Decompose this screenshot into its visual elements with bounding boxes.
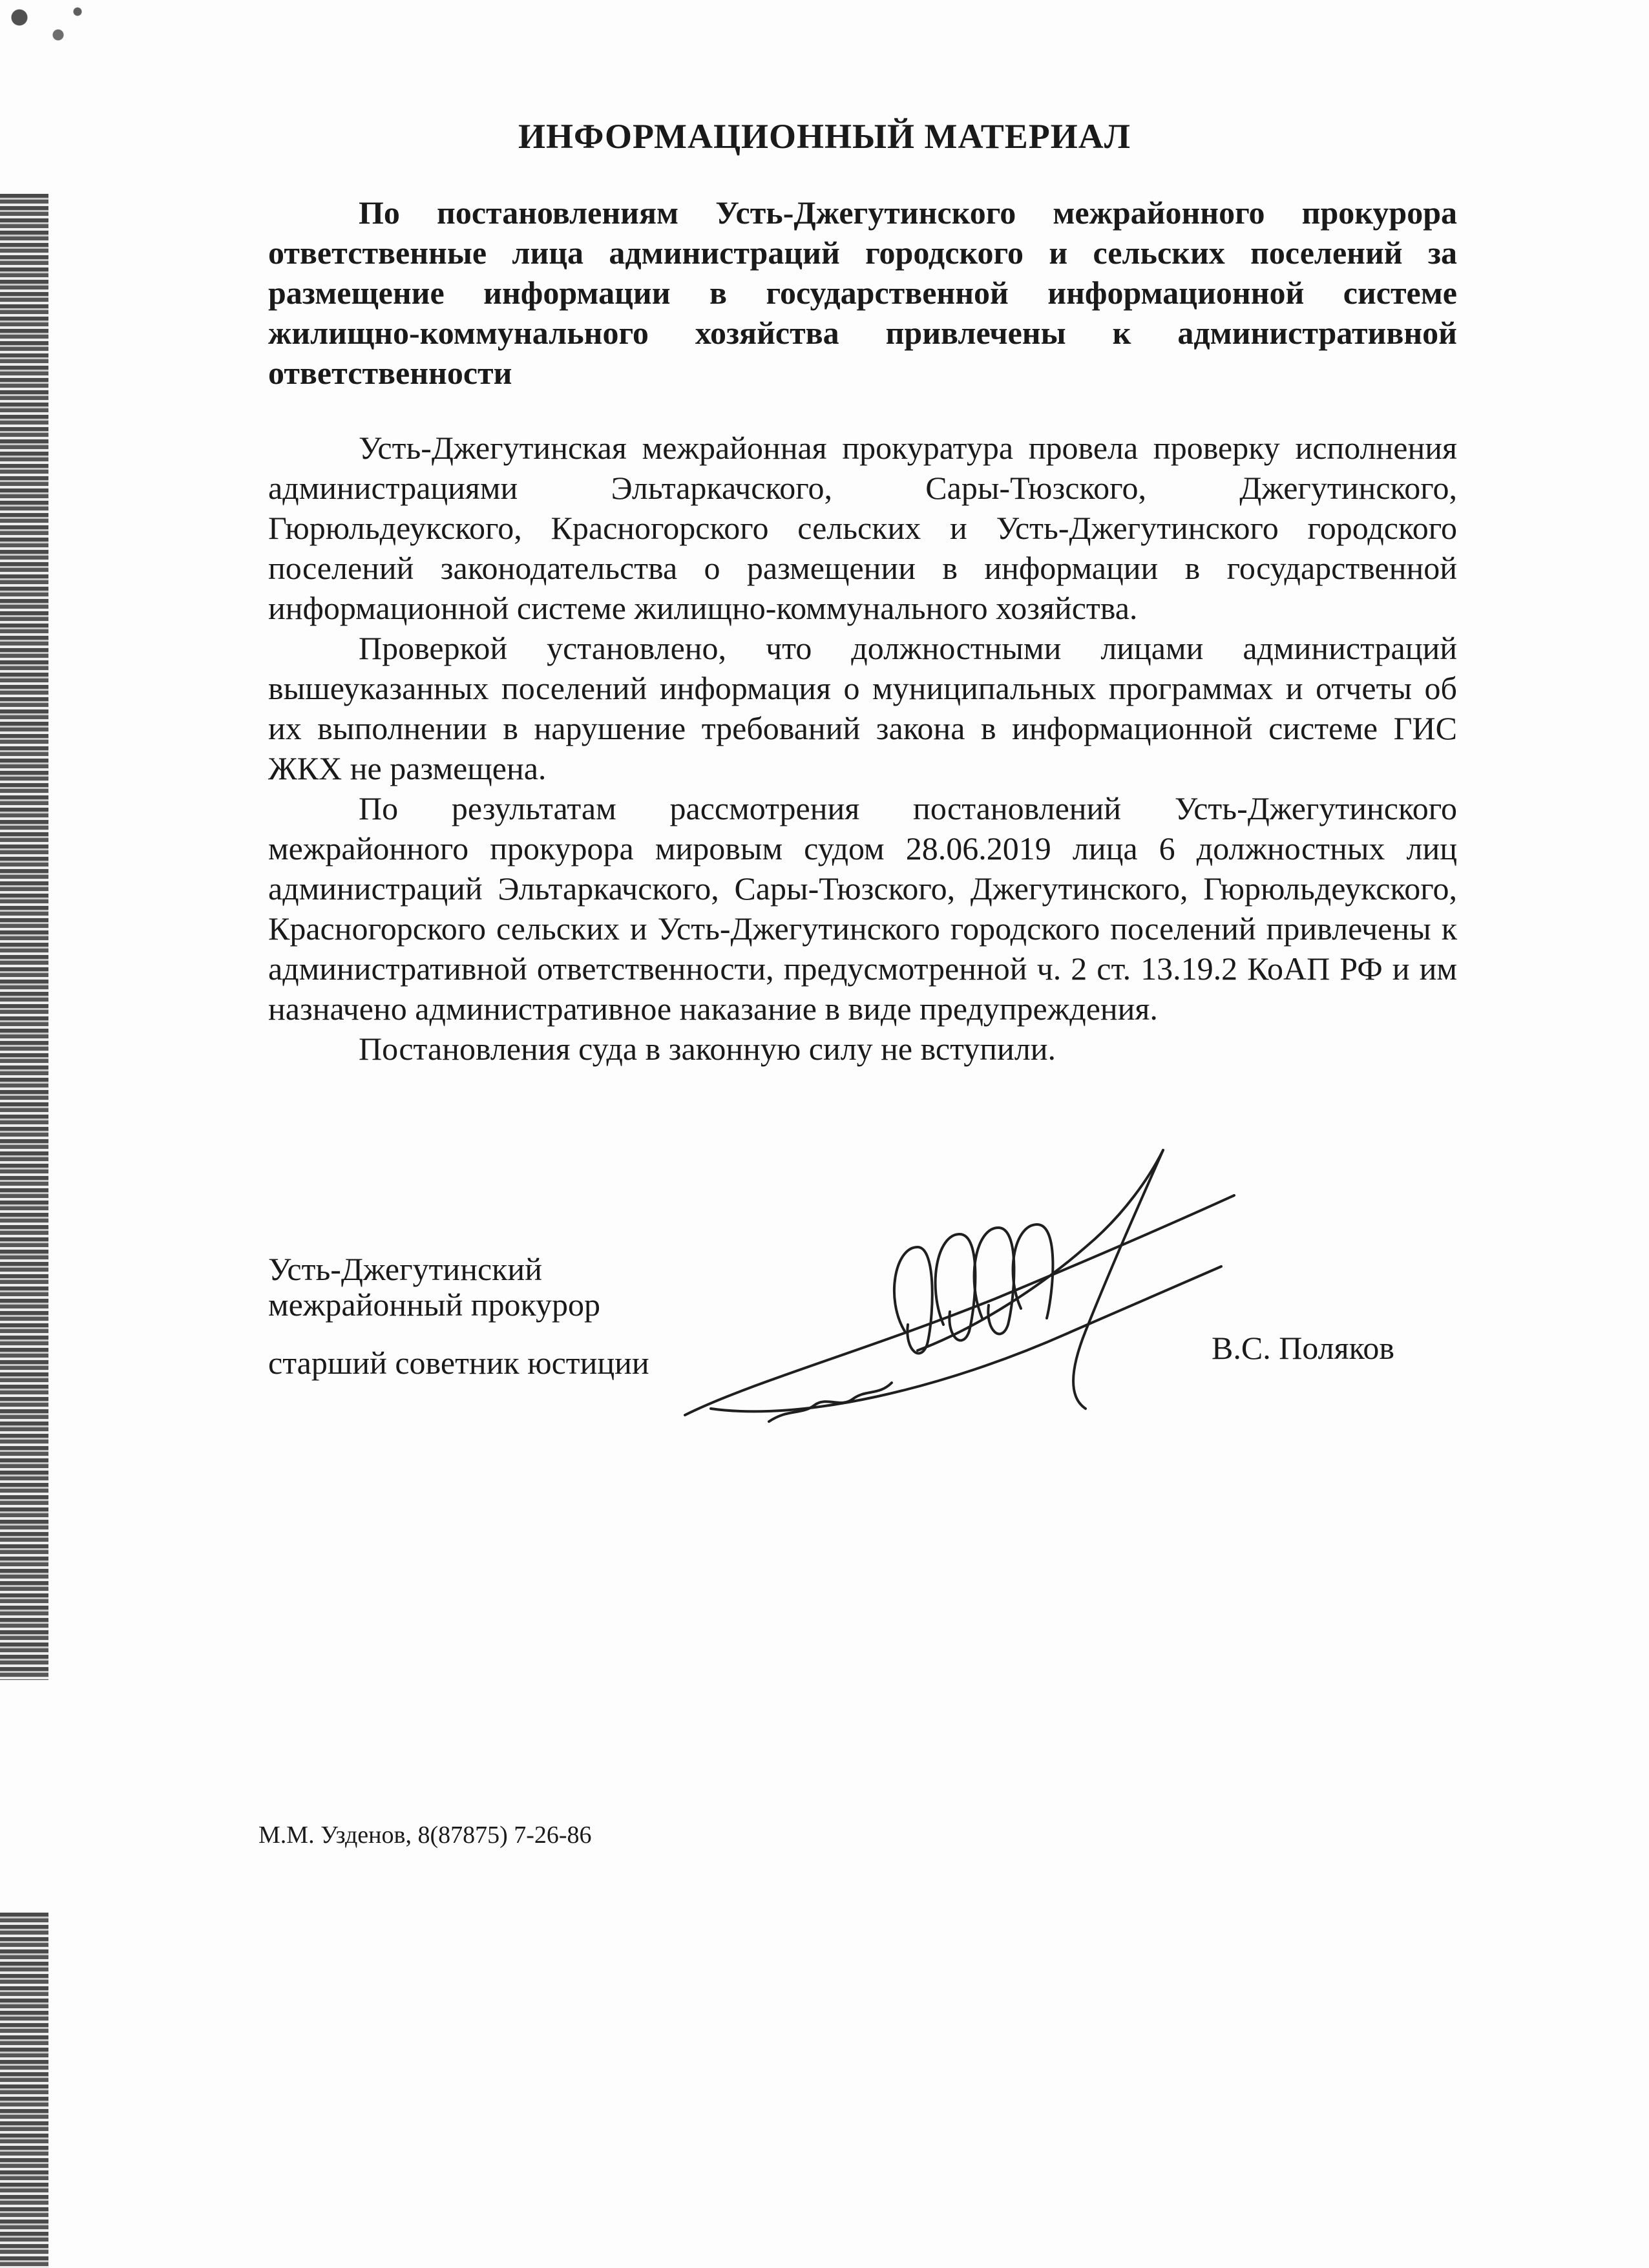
document-title: ИНФОРМАЦИОННЫЙ МАТЕРИАЛ: [518, 117, 1131, 156]
signatory-name: В.С. Поляков: [1212, 1330, 1394, 1366]
handwritten-signature-icon: [672, 1137, 1266, 1447]
body-paragraph: Усть-Джегутинская межрайонная прокуратура провела проверку исполнения администрациями Эльтаркачского, Сары-Тюзского, Джегутинского, Гюрюльдеукского, Красногорского сельских и Усть-Джегутинского городского поселений законодательства о размещении в информации в государственной информационной системе жилищно-коммунального хозяйства.: [268, 430, 1457, 626]
body-paragraph: По результатам рассмотрения постановлений Усть-Джегутинского межрайонного прокурора мировым судом 28.06.2019 лица 6 должностных лиц администраций Эльтаркачского, Сары-Тюзского, Джегутинского, Гюрюльдеукского, Красногорского сельских и Усть-Джегутинского городского поселений привлечены к административной ответственности, предусмотренной ч. 2 ст. 13.19.2 КоАП РФ и им назначено административное наказание в виде предупреждения.: [268, 790, 1457, 1027]
scan-artifact-left-edge: [0, 194, 48, 1680]
executor-contact: М.М. Узденов, 8(87875) 7-26-86: [258, 1822, 592, 1849]
scan-artifact-top: [0, 0, 97, 58]
document-body: [268, 428, 1457, 1069]
document-heading: По постановлениям Усть-Джегутинского межрайонного прокурора ответственные лица администраций городского и сельских поселений за размещение информации в государственной информационной системе жилищно-коммунального хозяйства привлечены к административной ответственности: [268, 194, 1457, 391]
signatory-position-line-1: Усть-Джегутинский: [268, 1251, 542, 1287]
signatory-rank: старший советник юстиции: [268, 1345, 649, 1381]
body-paragraph: Проверкой установлено, что должностными лицами администраций вышеуказанных поселений информация о муниципальных программах и отчеты об их выполнении в нарушение требований закона в информационной системе ГИС ЖКХ не размещена.: [268, 630, 1457, 786]
body-paragraph: Постановления суда в законную силу не вступили.: [359, 1031, 1056, 1067]
scan-artifact-left-edge-lower: [0, 1913, 48, 2268]
signatory-position-line-2: межрайонный прокурор: [268, 1286, 601, 1323]
